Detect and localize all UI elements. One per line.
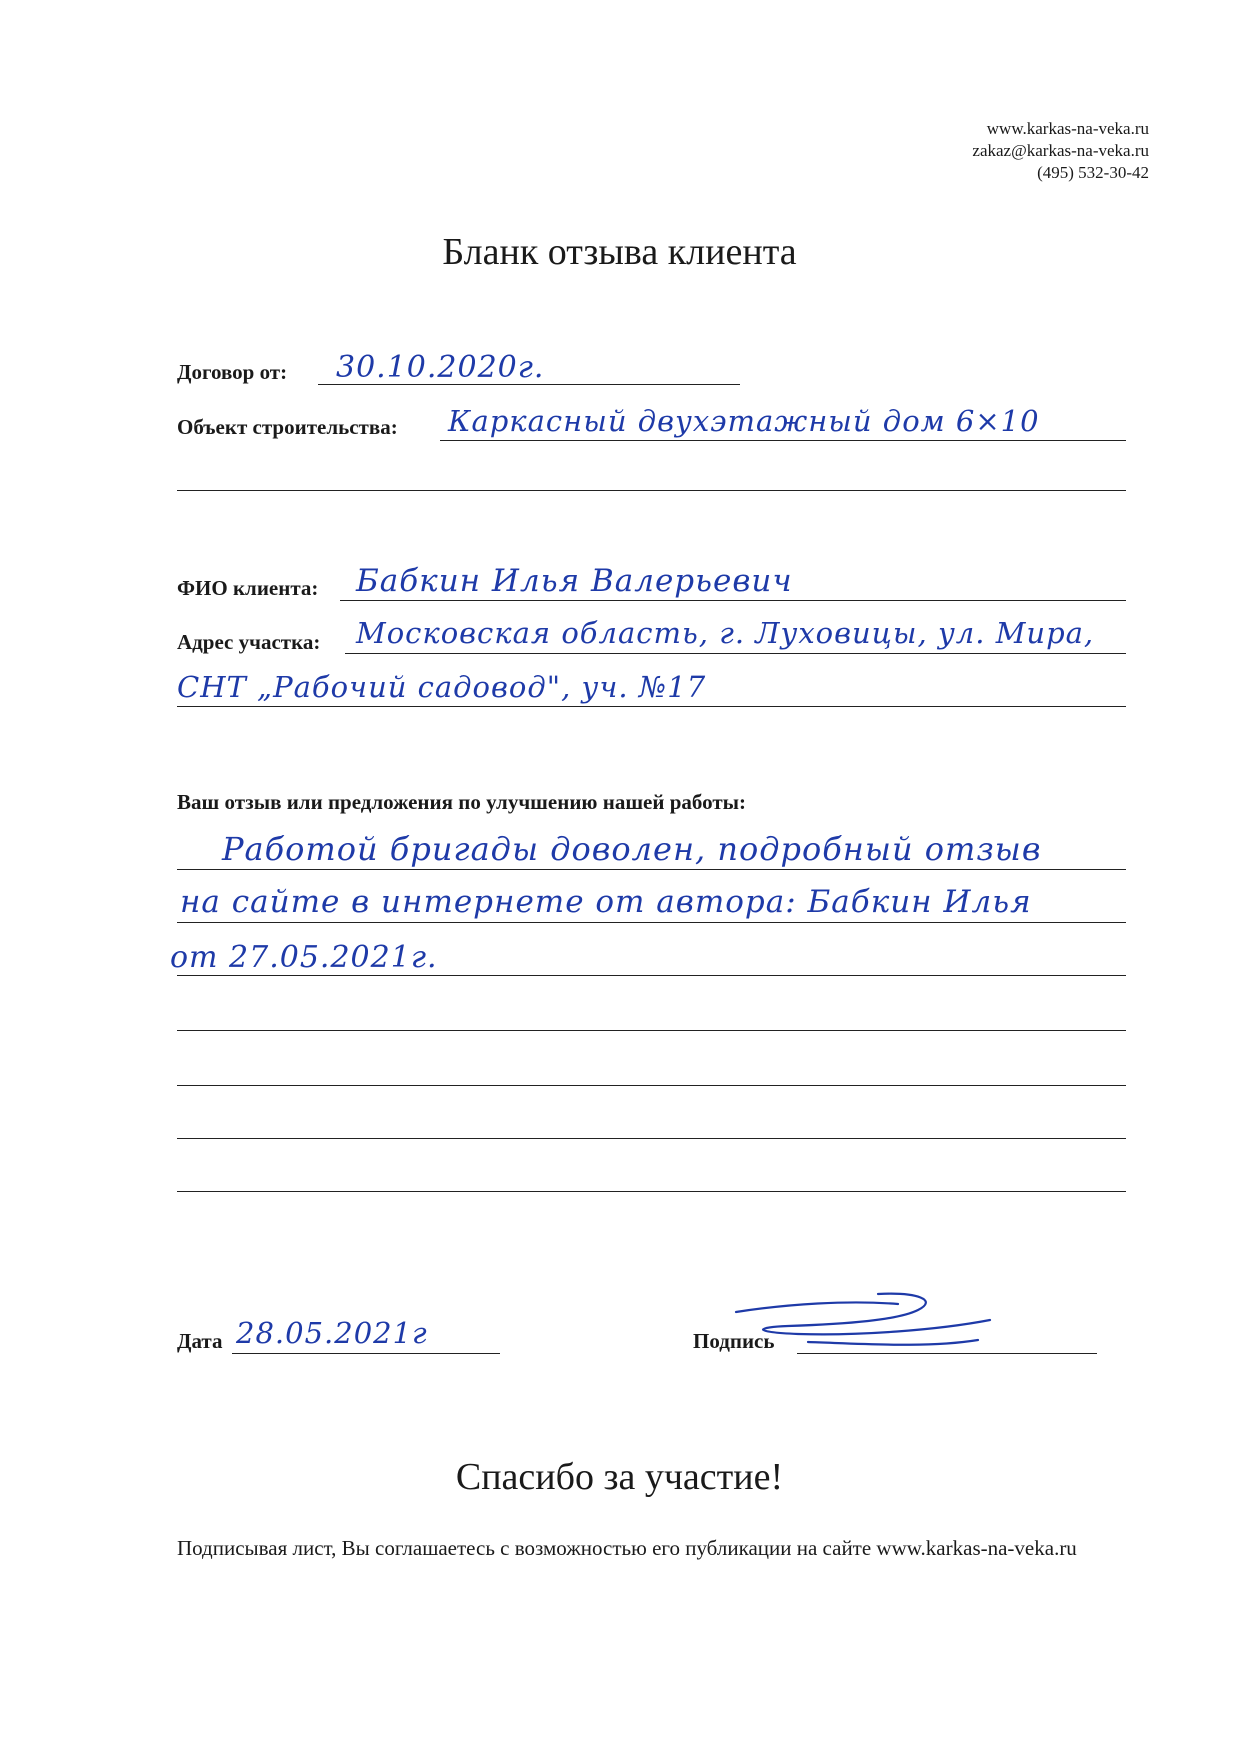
date-label: Дата (177, 1329, 223, 1353)
address-line-2 (177, 706, 1126, 707)
client-name-handwritten: Бабкин Илья Валерьевич (356, 563, 793, 599)
review-line3-handwritten: от 27.05.2021г. (170, 940, 438, 975)
review-line-1 (177, 869, 1126, 870)
review-label: Ваш отзыв или предложения по улучшению нашей работы: (177, 790, 747, 814)
review-line-3 (177, 975, 1126, 976)
company-contacts (972, 118, 1149, 184)
company-phone: (495) 532-30-42 (1037, 163, 1149, 182)
address-line1-handwritten: Московская область, г. Луховицы, ул. Мира, (356, 616, 1095, 650)
contract-date-handwritten: 30.10.2020г. (336, 350, 545, 385)
review-line-5 (177, 1085, 1126, 1086)
company-website: www.karkas-na-veka.ru (986, 119, 1149, 138)
publication-consent: Подписывая лист, Вы соглашаетесь с возможностью его публикации на сайте www.karkas-na-veka.ru (177, 1536, 1077, 1560)
object-line (440, 440, 1126, 441)
contract-label: Договор от: (177, 360, 288, 384)
company-email: zakaz@karkas-na-veka.ru (972, 141, 1149, 160)
review-line1-handwritten: Работой бригады доволен, подробный отзыв (222, 830, 1042, 868)
client-name-line (340, 600, 1126, 601)
thanks-message: Спасибо за участие! (455, 1456, 784, 1498)
signature-label: Подпись (693, 1329, 775, 1353)
object-label: Объект строительства: (177, 415, 398, 439)
address-line2-handwritten: СНТ „Рабочий садовод", уч. №17 (177, 670, 707, 704)
address-label: Адрес участка: (177, 630, 321, 654)
client-name-label: ФИО клиента: (177, 576, 319, 600)
review-line2-handwritten: на сайте в интернете от автора: Бабкин Илья (180, 884, 1032, 920)
form-title: Бланк отзыва клиента (442, 231, 797, 273)
review-line-2 (177, 922, 1126, 923)
object-line-2 (177, 490, 1126, 491)
date-handwritten: 28.05.2021г (236, 1316, 428, 1350)
review-line-6 (177, 1138, 1126, 1139)
date-line (232, 1353, 500, 1354)
review-line-7 (177, 1191, 1126, 1192)
object-value-handwritten: Каркасный двухэтажный дом 6×10 (448, 404, 1040, 438)
handwritten-signature (728, 1290, 1008, 1360)
address-line-1 (345, 653, 1126, 654)
review-line-4 (177, 1030, 1126, 1031)
